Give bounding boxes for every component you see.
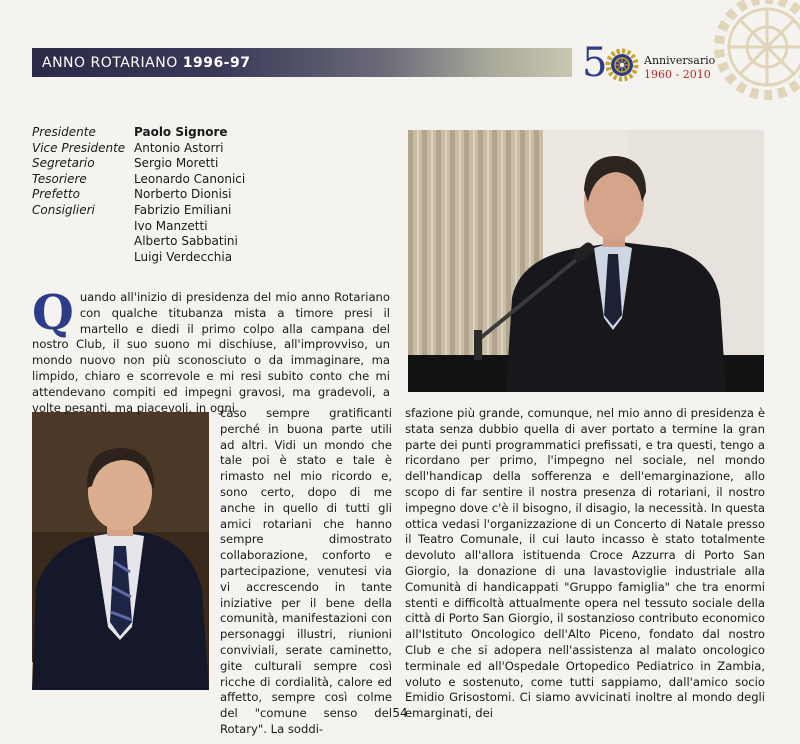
roster-role bbox=[32, 250, 134, 266]
roster-role: Tesoriere bbox=[32, 171, 87, 186]
roster-name: Alberto Sabbatini bbox=[134, 234, 238, 249]
article-dropcap: Q bbox=[32, 285, 74, 341]
roster-row bbox=[32, 172, 392, 188]
anniversary-logo bbox=[582, 42, 722, 86]
rotary-gear-icon bbox=[605, 48, 639, 82]
article-column-middle: caso sempre gratificanti perché in buona parte utili ad altri. Vidi un mondo che tale poi è stato e tale è rimasto nel mio ricordo e, sono certo, dopo di me anche in quello di tutti gli amici rotariani che hanno sempre dimostrato collaborazione, conforto e partecipazione, venutesi via vi accrescendo in tante iniziative per il bene della comunità, manifestazioni con personaggi illustri, riunioni conviviali, serate caminetto, gite culturali sempre così ricche di cordialità, calore ed affetto, sempre così colme del "comune senso del Rotary". La soddi- bbox=[220, 406, 392, 736]
roster-row bbox=[32, 187, 392, 203]
article-intro-text: uando all'inizio di presidenza del mio anno Rotariano con qualche titubanza mista a timore presi il martello e diedi il primo colpo alla campana del nostro Club, il suo suono mi dischiuse, all'improvviso, un mondo nuovo non più sconosciuto o da immaginare, ma limpido, chiaro e scorrevole e mi resi subito conto che mi attendevano compiti ed impegni gravosi, ma gradevoli, a volte pesanti, ma piacevoli, in ogni bbox=[32, 290, 390, 415]
roster-row bbox=[32, 219, 392, 235]
roster-row bbox=[32, 203, 392, 219]
rotary-wheel-watermark-icon bbox=[712, 0, 800, 102]
roster-role: Consiglieri bbox=[32, 202, 95, 217]
roster-name: Paolo Signore bbox=[134, 125, 228, 139]
roster-name: Antonio Astorri bbox=[134, 140, 224, 155]
anniversary-label: Anniversario bbox=[644, 54, 716, 67]
roster-role bbox=[32, 234, 134, 250]
roster-name: Ivo Manzetti bbox=[134, 218, 208, 233]
roster-row bbox=[32, 141, 392, 157]
article-column-right: sfazione più grande, comunque, nel mio anno di presidenza è stata senza dubbio quella di aver portato a termine la gran parte dei punti programmatici prefissati, e tra questi, tengo a ricordano per primo, l'impegno nel sociale, nel mondo dell'handicap della sofferenza e dell'emarginazione, allo scopo di far sentire il nostra presenza di rotariani, il nostro impegno dove c'è il bisogno, il disagio, la necessità. In questa ottica vedasi l'organizzazione di un Concerto di Natale presso il Teatro Comunale, il cui lauto incasso è stato totalmente devoluto all'allora istituenda Croce Azzurra di Porto San Giorgio, la donazione di una lavastoviglie industriale alla Comunità di handicappati "Gruppo famiglia" che tra enormi stenti e difficoltà attualmente opera nel tessuto sociale della città di Porto San Giorgio, il sostanzioso contributo economico all'Istituto Oncologico dell'Alto Piceno, fondato dal nostro Club e che si adopera nell'assistenza al malato oncologico terminale ed all'Ospedale Ortopedico Pediatrico in Zambia, voluto e sostenuto, come tutti sappiamo, dall'amico socio Emidio Grisostomi. Ci siamo avvicinati inoltre al mondo degli emarginati, dei bbox=[405, 406, 765, 721]
anniversary-digit: 5 bbox=[582, 40, 608, 86]
anniversary-years: 1960 - 2010 bbox=[644, 68, 711, 81]
roster-role: Vice Presidente bbox=[32, 140, 126, 155]
roster-name: Fabrizio Emiliani bbox=[134, 202, 232, 217]
roster-role bbox=[32, 219, 134, 235]
header-year: 1996-97 bbox=[182, 54, 251, 71]
roster-name: Sergio Moretti bbox=[134, 156, 219, 171]
roster-name: Norberto Dionisi bbox=[134, 187, 232, 202]
president-speaking-photo bbox=[408, 130, 764, 392]
roster-row bbox=[32, 250, 392, 266]
roster-row bbox=[32, 156, 392, 172]
header-label: ANNO ROTARIANO bbox=[42, 54, 178, 71]
roster-name: Luigi Verdecchia bbox=[134, 249, 233, 264]
roster-row bbox=[32, 234, 392, 250]
board-roster bbox=[32, 125, 392, 265]
article-intro bbox=[32, 285, 390, 416]
page-number: 54 bbox=[392, 706, 408, 720]
president-portrait-photo bbox=[32, 412, 209, 690]
roster-role: Prefetto bbox=[32, 187, 80, 202]
roster-name: Leonardo Canonici bbox=[134, 171, 246, 186]
section-header-bar bbox=[32, 48, 572, 77]
roster-row bbox=[32, 125, 392, 141]
roster-role: Presidente bbox=[32, 125, 96, 139]
roster-role: Segretario bbox=[32, 156, 95, 171]
